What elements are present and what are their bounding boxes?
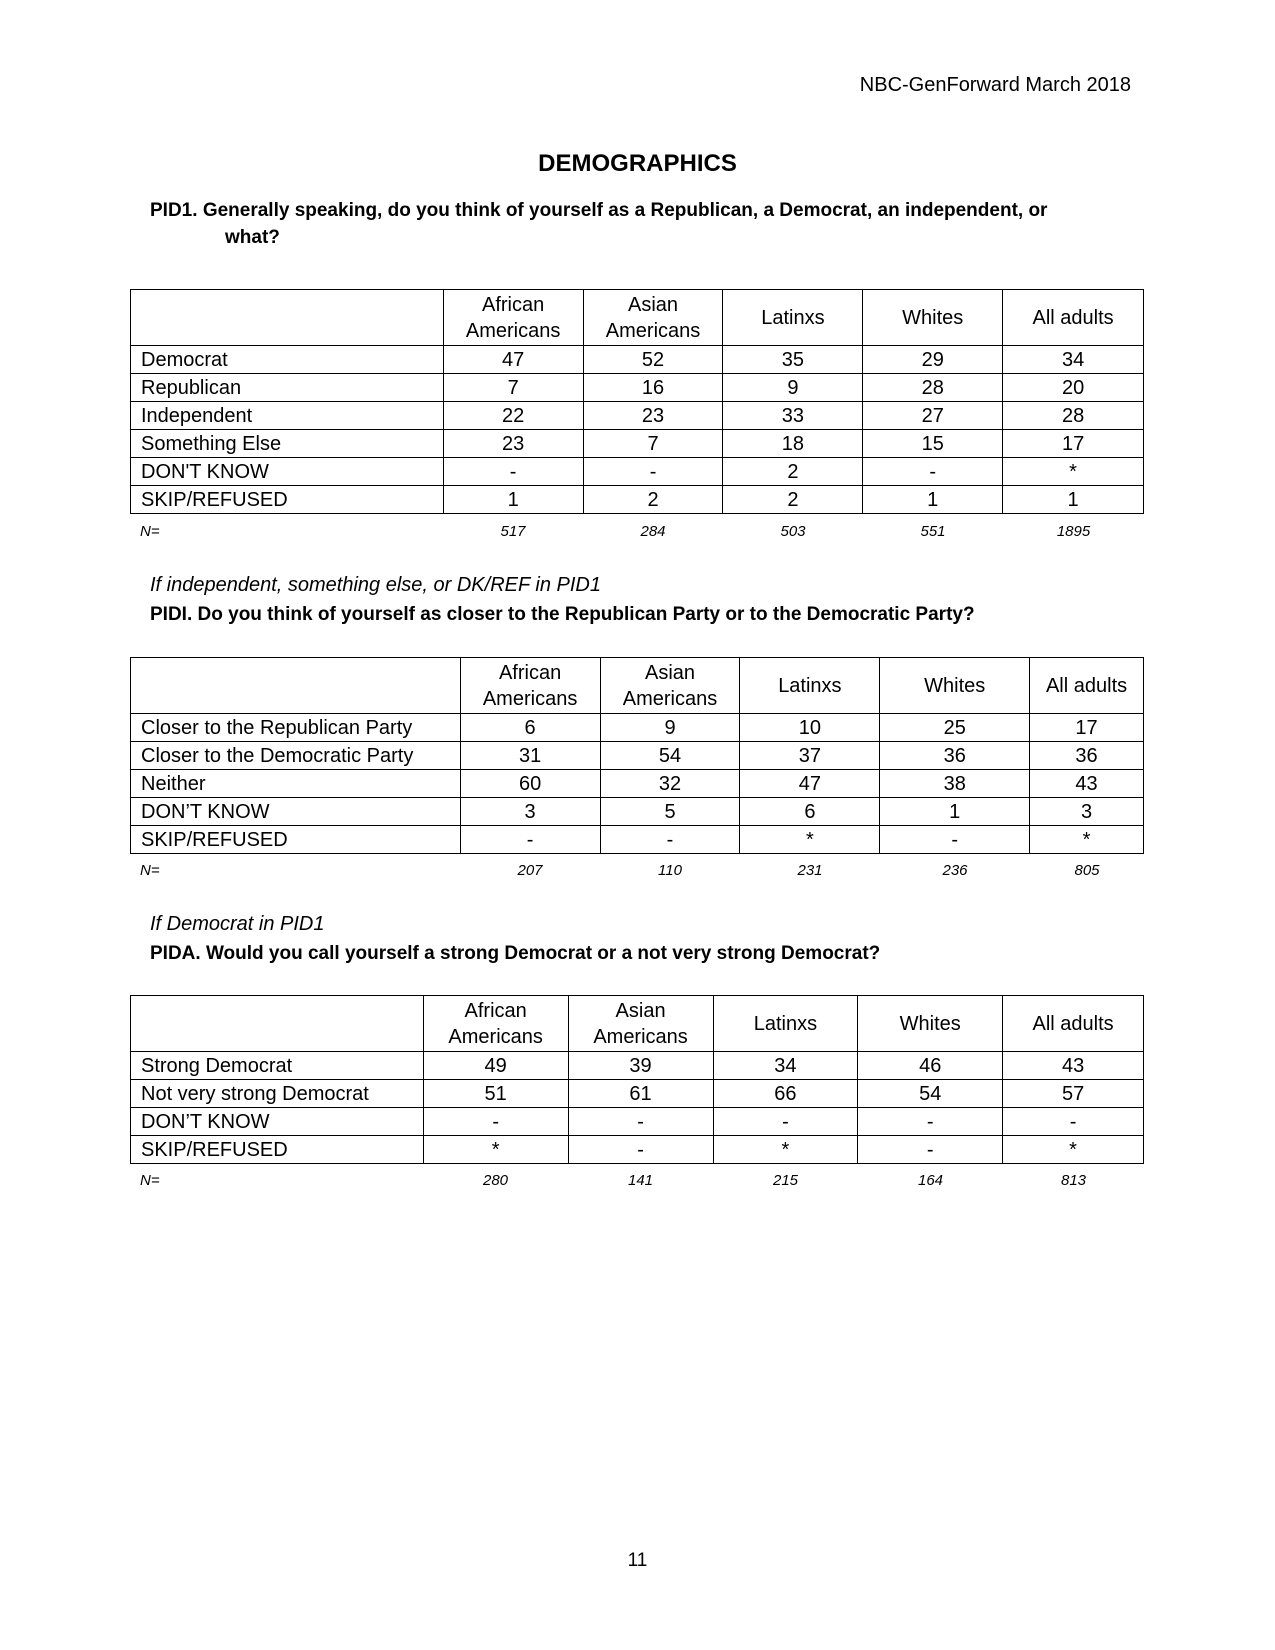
table-row: [131, 826, 1144, 854]
cell: 34: [713, 1052, 858, 1080]
question-text-continued: what?: [225, 227, 280, 248]
cell: -: [600, 826, 740, 854]
cell: 3: [1030, 798, 1144, 826]
cell: 23: [443, 430, 583, 458]
table-row: [131, 770, 1144, 798]
cell: 1: [443, 486, 583, 514]
question-text: Do you think of yourself as closer to the Republican Party or to the Democratic Party?: [197, 604, 975, 625]
col-header: All adults: [1030, 658, 1144, 714]
cell: 36: [880, 742, 1030, 770]
n-label: N=: [140, 1172, 160, 1189]
cell: 38: [880, 770, 1030, 798]
header-blank: [131, 658, 461, 714]
table-row: [131, 798, 1144, 826]
cell: 7: [443, 374, 583, 402]
cell: -: [863, 458, 1003, 486]
table-row: [131, 1108, 1144, 1136]
question-id: PID1.: [150, 200, 198, 221]
cell: -: [713, 1108, 858, 1136]
col-header: Whites: [863, 290, 1003, 346]
cell: 31: [460, 742, 600, 770]
question-pida: [150, 940, 1110, 967]
cell: 1: [880, 798, 1030, 826]
cell: 54: [600, 742, 740, 770]
n-value: 280: [482, 1172, 509, 1189]
col-header: Asian Americans: [600, 658, 740, 714]
question-pidi: [150, 601, 1110, 628]
n-value: 110: [658, 862, 682, 879]
col-header: Latinxs: [740, 658, 880, 714]
page-number: 11: [627, 1550, 648, 1571]
table-row: [131, 402, 1144, 430]
row-label: Closer to the Republican Party: [131, 714, 461, 742]
question-id: PIDI.: [150, 604, 193, 625]
cell: *: [1003, 458, 1144, 486]
cell: 46: [858, 1052, 1003, 1080]
cell: 17: [1030, 714, 1144, 742]
col-header: All adults: [1003, 996, 1144, 1052]
question-text: Would you call yourself a strong Democrat or a not very strong Democrat?: [205, 943, 881, 964]
row-label: Democrat: [131, 346, 444, 374]
table-row: [131, 486, 1144, 514]
cell: 35: [723, 346, 863, 374]
n-value: 141: [627, 1172, 654, 1189]
cell: 43: [1003, 1052, 1144, 1080]
table-pidi: [130, 657, 1144, 854]
cell: 49: [423, 1052, 568, 1080]
cell: -: [880, 826, 1030, 854]
table-row: [131, 1136, 1144, 1164]
document-header: NBC-GenForward March 2018: [859, 74, 1131, 96]
cell: 27: [863, 402, 1003, 430]
sample-size-row: [130, 521, 1144, 542]
row-label: Strong Democrat: [131, 1052, 424, 1080]
cell: *: [1030, 826, 1144, 854]
cell: 7: [583, 430, 723, 458]
question-id: PIDA.: [150, 943, 201, 964]
cell: 39: [568, 1052, 713, 1080]
cell: 10: [740, 714, 880, 742]
cell: 9: [723, 374, 863, 402]
cell: 9: [600, 714, 740, 742]
n-value: 813: [1060, 1172, 1087, 1189]
col-header: African Americans: [460, 658, 600, 714]
cell: 47: [740, 770, 880, 798]
cell: -: [858, 1108, 1003, 1136]
col-header: African Americans: [423, 996, 568, 1052]
table-row: [131, 714, 1144, 742]
cell: 2: [723, 458, 863, 486]
cell: 34: [1003, 346, 1144, 374]
cell: -: [858, 1136, 1003, 1164]
table-row: [131, 1052, 1144, 1080]
cell: 17: [1003, 430, 1144, 458]
cell: 2: [583, 486, 723, 514]
cell: 37: [740, 742, 880, 770]
n-value: 236: [942, 862, 968, 879]
table-pid1: [130, 289, 1144, 514]
cell: 32: [600, 770, 740, 798]
table-row: [131, 458, 1144, 486]
table-pida: [130, 995, 1144, 1164]
cell: 61: [568, 1080, 713, 1108]
col-header: Asian Americans: [568, 996, 713, 1052]
cell: 66: [713, 1080, 858, 1108]
n-label: N=: [140, 862, 160, 879]
row-label: Not very strong Democrat: [131, 1080, 424, 1108]
cell: 22: [443, 402, 583, 430]
row-label: Closer to the Democratic Party: [131, 742, 461, 770]
row-label: DON’T KNOW: [131, 798, 461, 826]
col-header: Latinxs: [723, 290, 863, 346]
cell: 36: [1030, 742, 1144, 770]
cell: 20: [1003, 374, 1144, 402]
n-value: 551: [920, 523, 946, 540]
cell: *: [1003, 1136, 1144, 1164]
cell: -: [423, 1108, 568, 1136]
header-blank: [131, 290, 444, 346]
table-header-row: [131, 658, 1144, 714]
n-label: N=: [140, 523, 160, 540]
row-label: DON’T KNOW: [131, 1108, 424, 1136]
cell: -: [568, 1136, 713, 1164]
cell: 28: [1003, 402, 1144, 430]
header-blank: [131, 996, 424, 1052]
cell: *: [740, 826, 880, 854]
n-value: 207: [517, 862, 543, 879]
cell: 1: [1003, 486, 1144, 514]
table-header-row: [131, 996, 1144, 1052]
col-header: Whites: [858, 996, 1003, 1052]
cell: 23: [583, 402, 723, 430]
cell: 57: [1003, 1080, 1144, 1108]
filter-note: If Democrat in PID1: [150, 913, 325, 935]
cell: 47: [443, 346, 583, 374]
sample-size-row: [130, 860, 1144, 881]
question-pid1: [150, 197, 1110, 251]
cell: 54: [858, 1080, 1003, 1108]
page-title: DEMOGRAPHICS: [538, 150, 737, 177]
n-value: 231: [797, 862, 823, 879]
cell: 6: [460, 714, 600, 742]
col-header: Latinxs: [713, 996, 858, 1052]
row-label: Independent: [131, 402, 444, 430]
table-header-row: [131, 290, 1144, 346]
table-row: [131, 430, 1144, 458]
cell: 18: [723, 430, 863, 458]
cell: -: [568, 1108, 713, 1136]
cell: 6: [740, 798, 880, 826]
row-label: SKIP/REFUSED: [131, 1136, 424, 1164]
cell: 25: [880, 714, 1030, 742]
filter-note: If independent, something else, or DK/REF in PID1: [150, 574, 601, 596]
n-value: 503: [780, 523, 806, 540]
cell: -: [1003, 1108, 1144, 1136]
row-label: SKIP/REFUSED: [131, 486, 444, 514]
cell: 5: [600, 798, 740, 826]
cell: 33: [723, 402, 863, 430]
cell: 60: [460, 770, 600, 798]
row-label: Republican: [131, 374, 444, 402]
cell: 16: [583, 374, 723, 402]
col-header: African Americans: [443, 290, 583, 346]
cell: *: [423, 1136, 568, 1164]
n-value: 805: [1074, 862, 1100, 879]
table-row: [131, 742, 1144, 770]
cell: 28: [863, 374, 1003, 402]
cell: 15: [863, 430, 1003, 458]
cell: 52: [583, 346, 723, 374]
cell: *: [713, 1136, 858, 1164]
cell: -: [583, 458, 723, 486]
table-row: [131, 1080, 1144, 1108]
col-header: Asian Americans: [583, 290, 723, 346]
n-value: 284: [640, 523, 666, 540]
question-text: Generally speaking, do you think of yourself as a Republican, a Democrat, an independent, or: [202, 200, 1048, 221]
n-value: 1895: [1056, 523, 1091, 540]
cell: -: [443, 458, 583, 486]
n-value: 215: [772, 1172, 799, 1189]
cell: 1: [863, 486, 1003, 514]
row-label: Something Else: [131, 430, 444, 458]
n-value: 517: [500, 523, 526, 540]
sample-size-row: [130, 1170, 1144, 1191]
cell: -: [460, 826, 600, 854]
cell: 51: [423, 1080, 568, 1108]
row-label: SKIP/REFUSED: [131, 826, 461, 854]
n-value: 164: [917, 1172, 944, 1189]
cell: 43: [1030, 770, 1144, 798]
col-header: Whites: [880, 658, 1030, 714]
cell: 2: [723, 486, 863, 514]
table-row: [131, 346, 1144, 374]
row-label: Neither: [131, 770, 461, 798]
table-row: [131, 374, 1144, 402]
cell: 29: [863, 346, 1003, 374]
cell: 3: [460, 798, 600, 826]
col-header: All adults: [1003, 290, 1144, 346]
row-label: DON'T KNOW: [131, 458, 444, 486]
